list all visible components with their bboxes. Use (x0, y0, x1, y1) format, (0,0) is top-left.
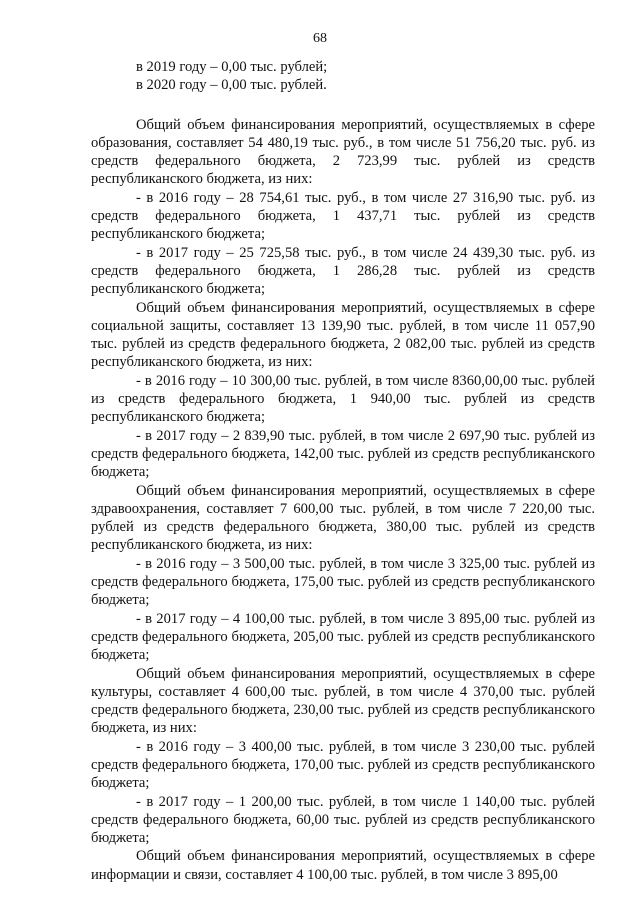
paragraph-education-total: Общий объем финансирования мероприятий, осуществляемых в сфере образования, составляет 54 480,19 тыс. руб., в том числе 51 756,20 тыс. руб. из средств федерального бюджета, 2 723,99 тыс. рублей из средств республиканского бюджета, из них: (91, 116, 595, 188)
paragraph-education-2017: - в 2017 году – 25 725,58 тыс. руб., в том числе 24 439,30 тыс. руб. из средств федерального бюджета, 1 286,28 тыс. рублей из средств республиканского бюджета; (91, 244, 595, 298)
paragraph-social-total: Общий объем финансирования мероприятий, осуществляемых в сфере социальной защиты, составляет 13 139,90 тыс. рублей, в том числе 11 057,90 тыс. рублей из средств федерального бюджета, 2 082,00 тыс. рублей из средств республиканского бюджета, из них: (91, 299, 595, 371)
paragraph-culture-total: Общий объем финансирования мероприятий, осуществляемых в сфере культуры, составляет 4 600,00 тыс. рублей, в том числе 4 370,00 тыс. рублей средств федерального бюджета, 230,00 тыс. рублей из средств республиканского бюджета, из них: (91, 665, 595, 737)
paragraph-education-2016: - в 2016 году – 28 754,61 тыс. руб., в том числе 27 316,90 тыс. руб. из средств федерального бюджета, 1 437,71 тыс. рублей из средств республиканского бюджета; (91, 189, 595, 243)
paragraph-social-2017: - в 2017 году – 2 839,90 тыс. рублей, в том числе 2 697,90 тыс. рублей из средств федерального бюджета, 142,00 тыс. рублей из средств республиканского бюджета; (91, 427, 595, 481)
paragraph-culture-2017: - в 2017 году – 1 200,00 тыс. рублей, в том числе 1 140,00 тыс. рублей средств федерального бюджета, 60,00 тыс. рублей из средств республиканского бюджета; (91, 793, 595, 847)
paragraph-information-total: Общий объем финансирования мероприятий, осуществляемых в сфере информации и связи, составляет 4 100,00 тыс. рублей, в том числе 3 895,00 (91, 848, 595, 883)
document-body (91, 58, 595, 884)
paragraph-year-2019: в 2019 году – 0,00 тыс. рублей; (136, 59, 328, 75)
paragraph-health-2017: - в 2017 году – 4 100,00 тыс. рублей, в том числе 3 895,00 тыс. рублей из средств федерального бюджета, 205,00 тыс. рублей из средств республиканского бюджета; (91, 610, 595, 664)
paragraph-health-2016: - в 2016 году – 3 500,00 тыс. рублей, в том числе 3 325,00 тыс. рублей из средств федерального бюджета, 175,00 тыс. рублей из средств республиканского бюджета; (91, 555, 595, 609)
paragraph-culture-2016: - в 2016 году – 3 400,00 тыс. рублей, в том числе 3 230,00 тыс. рублей средств федерального бюджета, 170,00 тыс. рублей из средств республиканского бюджета; (91, 738, 595, 792)
paragraph-health-total: Общий объем финансирования мероприятий, осуществляемых в сфере здравоохранения, составляет 7 600,00 тыс. рублей, в том числе 7 220,00 тыс. рублей из средств федерального бюджета, 380,00 тыс. рублей из средств республиканского бюджета, из них: (91, 482, 595, 554)
paragraph-social-2016: - в 2016 году – 10 300,00 тыс. рублей, в том числе 8360,00,00 тыс. рублей из средств федерального бюджета, 1 940,00 тыс. рублей из средств республиканского бюджета; (91, 372, 595, 426)
page-number: 68 (313, 31, 327, 46)
paragraph-year-2020: в 2020 году – 0,00 тыс. рублей. (136, 77, 327, 94)
